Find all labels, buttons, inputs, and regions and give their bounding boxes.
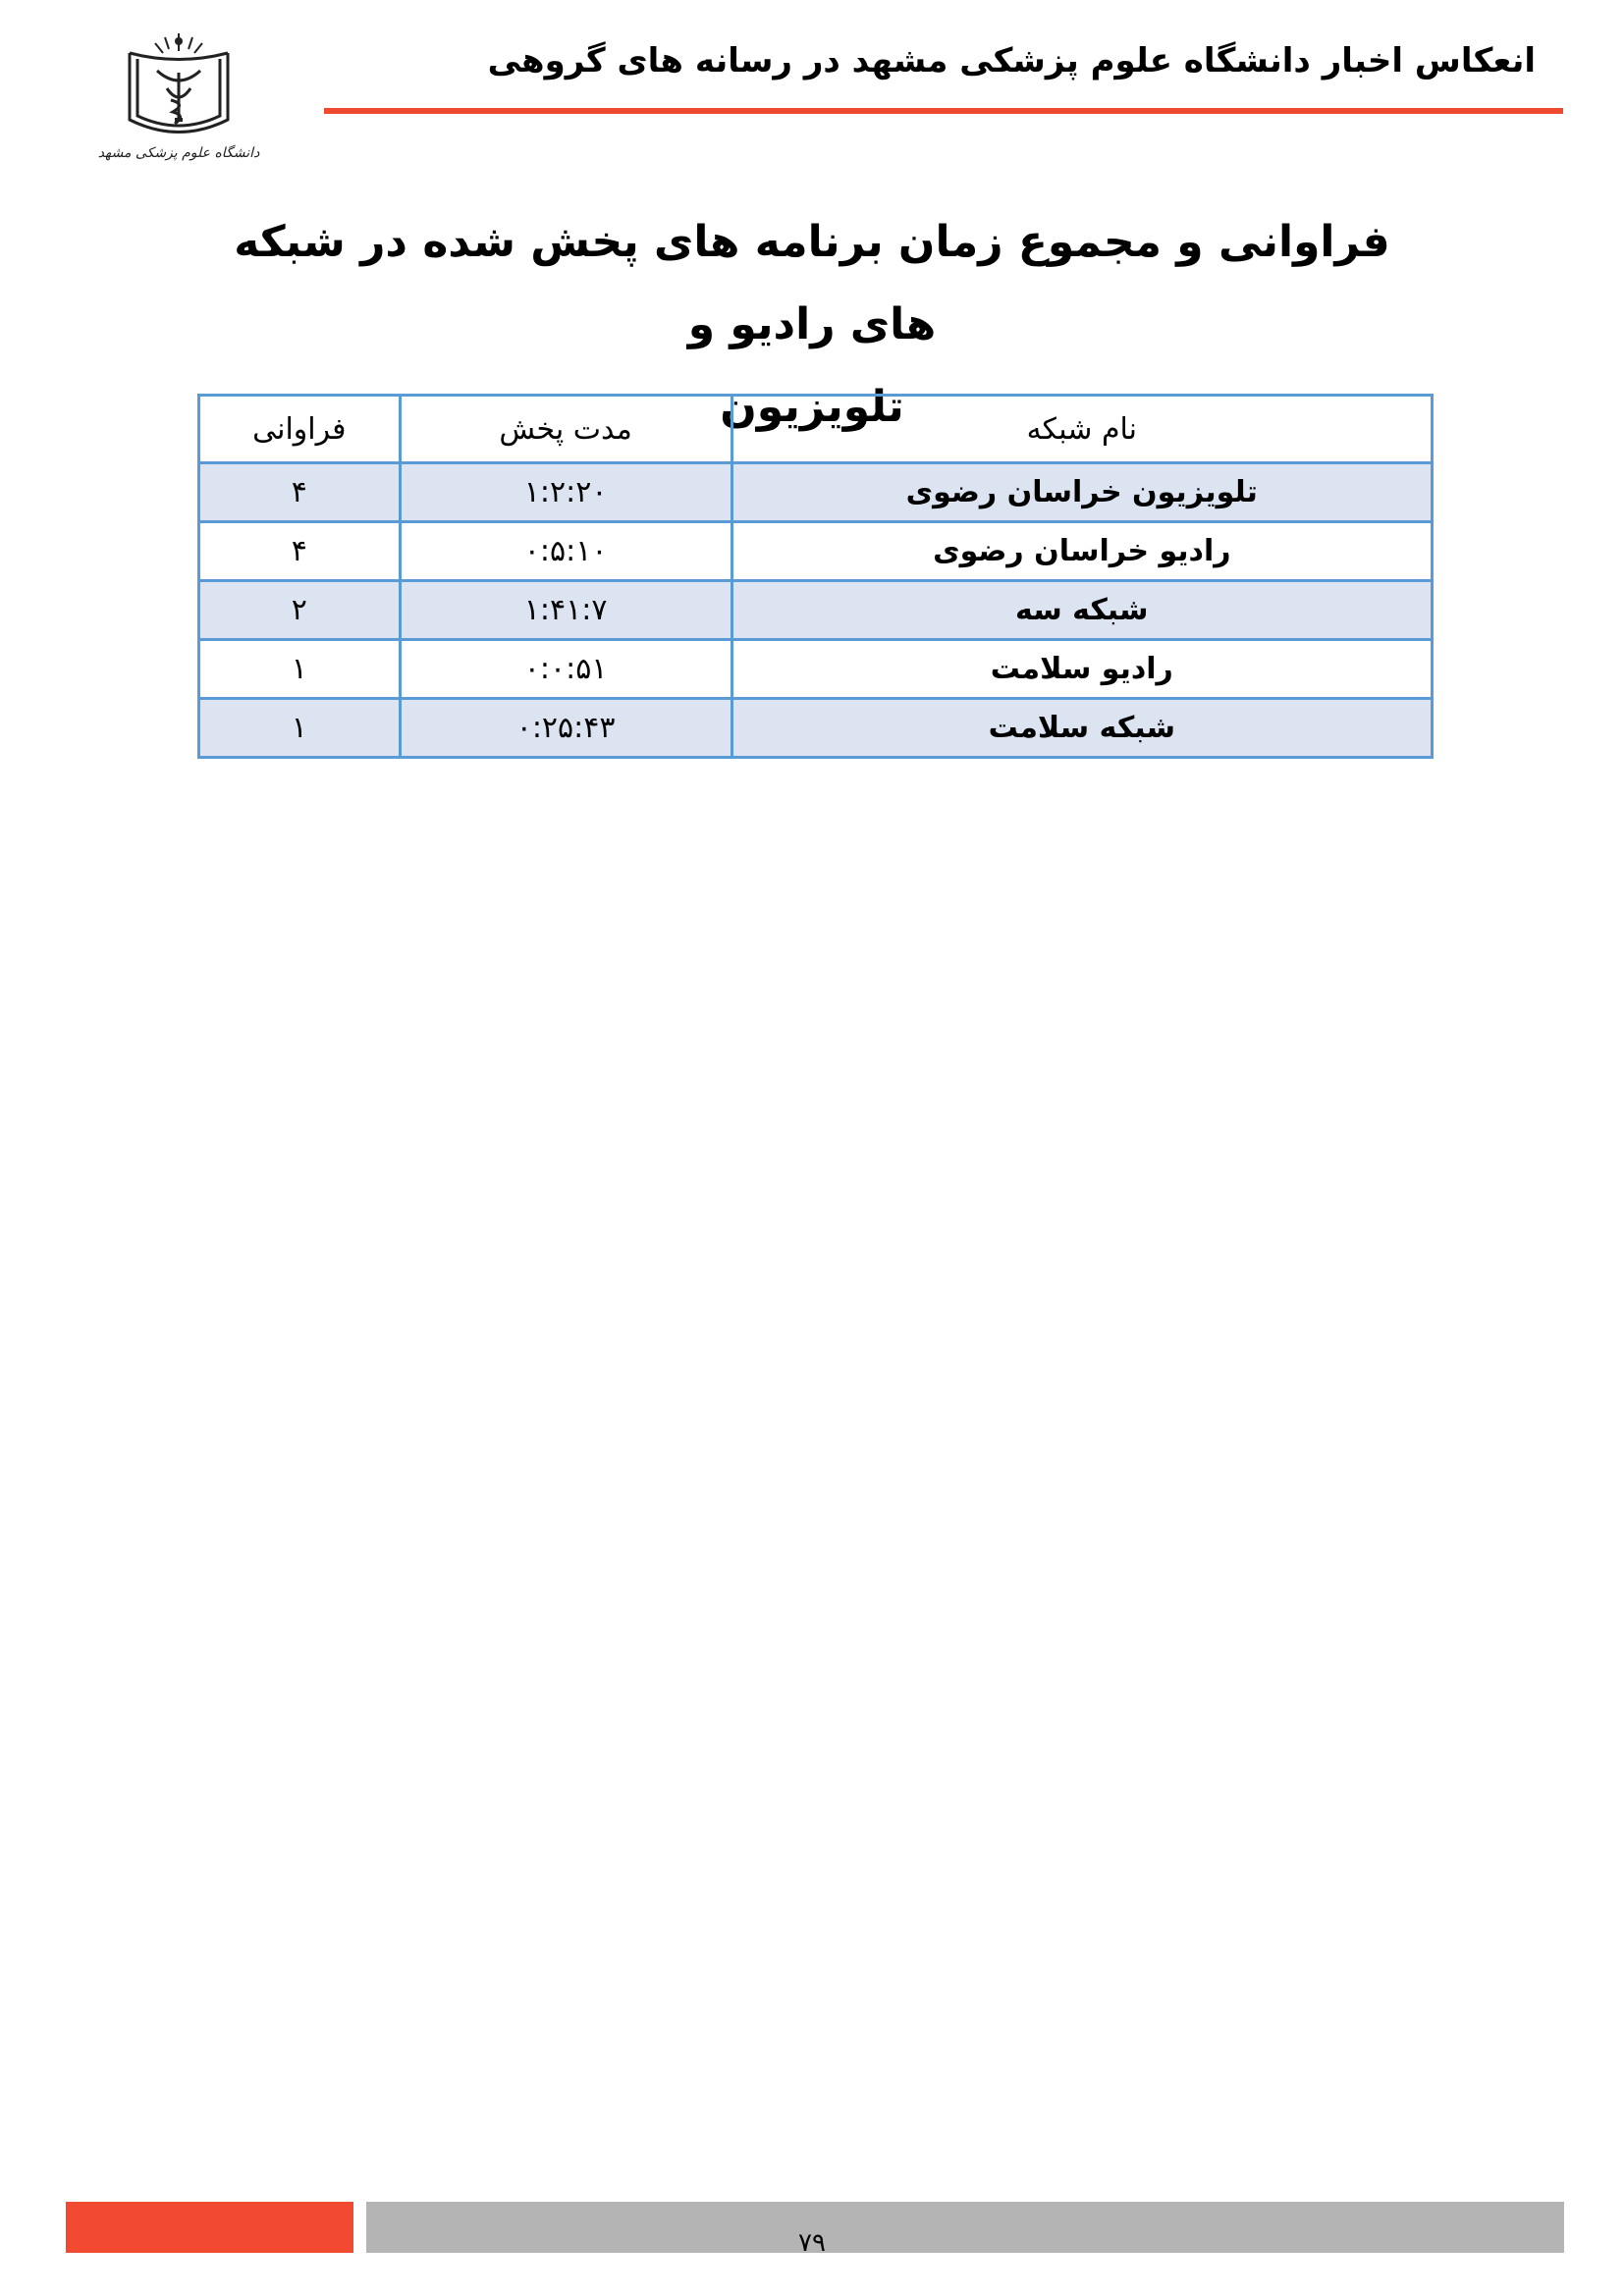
document-title-line-1: فراوانی و مجموع زمان برنامه های پخش شده در شبکه های رادیو و [234, 217, 1390, 349]
duration-cell: ۰:۰:۵۱ [400, 640, 731, 699]
network-cell: شبکه سلامت [731, 699, 1432, 758]
page-number: ۷۹ [798, 2228, 826, 2258]
duration-cell: ۱:۲:۲۰ [400, 463, 731, 522]
university-logo [97, 31, 260, 164]
footer-bar [366, 2202, 1564, 2253]
duration-cell: ۰:۵:۱۰ [400, 522, 731, 581]
network-cell: رادیو سلامت [731, 640, 1432, 699]
header-title: انعکاس اخبار دانشگاه علوم پزشکی مشهد در رسانه های گروهی [487, 41, 1536, 80]
duration-cell: ۰:۲۵:۴۳ [400, 699, 731, 758]
frequency-cell: ۱ [199, 640, 401, 699]
column-header-duration: مدت پخش [400, 396, 731, 463]
network-cell: رادیو خراسان رضوی [731, 522, 1432, 581]
duration-cell: ۱:۴۱:۷ [400, 581, 731, 640]
column-header-frequency: فراوانی [199, 396, 401, 463]
header-rule [324, 108, 1563, 114]
broadcast-table [197, 394, 1434, 759]
table-row [199, 581, 1433, 640]
table-row [199, 640, 1433, 699]
column-header-network: نام شبکه [731, 396, 1432, 463]
table-row [199, 463, 1433, 522]
network-cell: تلویزیون خراسان رضوی [731, 463, 1432, 522]
table-row [199, 699, 1433, 758]
network-cell: شبکه سه [731, 581, 1432, 640]
logo-caption: دانشگاه علوم پزشکی مشهد [97, 145, 260, 161]
frequency-cell: ۴ [199, 463, 401, 522]
footer-accent-bar [66, 2202, 353, 2253]
document-title-line-2: تلویزیون [720, 382, 904, 432]
university-emblem-icon [97, 31, 260, 164]
frequency-cell: ۴ [199, 522, 401, 581]
frequency-cell: ۱ [199, 699, 401, 758]
frequency-cell: ۲ [199, 581, 401, 640]
table-row [199, 522, 1433, 581]
table-header-row [199, 396, 1433, 463]
